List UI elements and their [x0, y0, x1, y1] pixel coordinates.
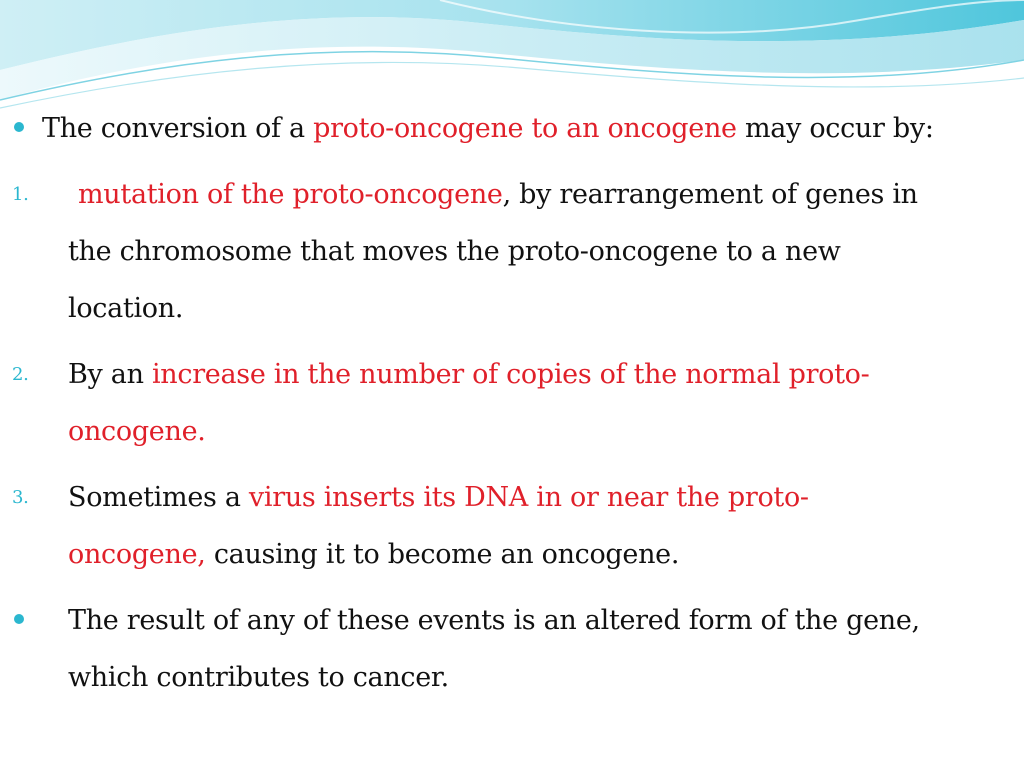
- wave-header-decoration: [0, 0, 1024, 115]
- list-number-1: 1.: [12, 184, 29, 205]
- slide-content: [0, 100, 1024, 706]
- item-1-line2-text: the chromosome that moves the proto-oncogene to a new: [68, 236, 841, 267]
- item-2-highlight-line2: oncogene.: [68, 416, 206, 447]
- item-3-line2-text: causing it to become an oncogene.: [205, 539, 680, 570]
- item-2-highlight-line1: increase in the number of copies of the normal proto-: [151, 359, 870, 390]
- bullet-icon: [14, 614, 24, 624]
- intro-text-after: may occur by:: [736, 113, 934, 144]
- intro-paragraph: [42, 100, 1024, 157]
- intro-highlight: proto-oncogene to an oncogene: [313, 113, 737, 144]
- conclusion-line2: which contributes to cancer.: [68, 662, 449, 693]
- list-item-1: [12, 166, 1024, 337]
- list-item-3: [12, 469, 1024, 583]
- list-item-2: [12, 346, 1024, 460]
- conclusion-line1: The result of any of these events is an altered form of the gene,: [68, 605, 920, 636]
- list-number-3: 3.: [12, 487, 29, 508]
- item-1-line3-text: location.: [68, 293, 184, 324]
- conclusion-paragraph: [68, 592, 1024, 706]
- item-3-text-before: Sometimes a: [68, 482, 249, 513]
- item-3-highlight-line1: virus inserts its DNA in or near the proto-: [248, 482, 809, 513]
- list-number-2: 2.: [12, 364, 29, 385]
- intro-text-before: The conversion of a: [42, 113, 314, 144]
- item-1-line1-text: , by rearrangement of genes in: [502, 179, 918, 210]
- item-2-text-before: By an: [68, 359, 152, 390]
- bullet-icon: [14, 122, 24, 132]
- item-1-highlight: mutation of the proto-oncogene: [78, 179, 503, 210]
- item-3-highlight-line2: oncogene,: [68, 539, 206, 570]
